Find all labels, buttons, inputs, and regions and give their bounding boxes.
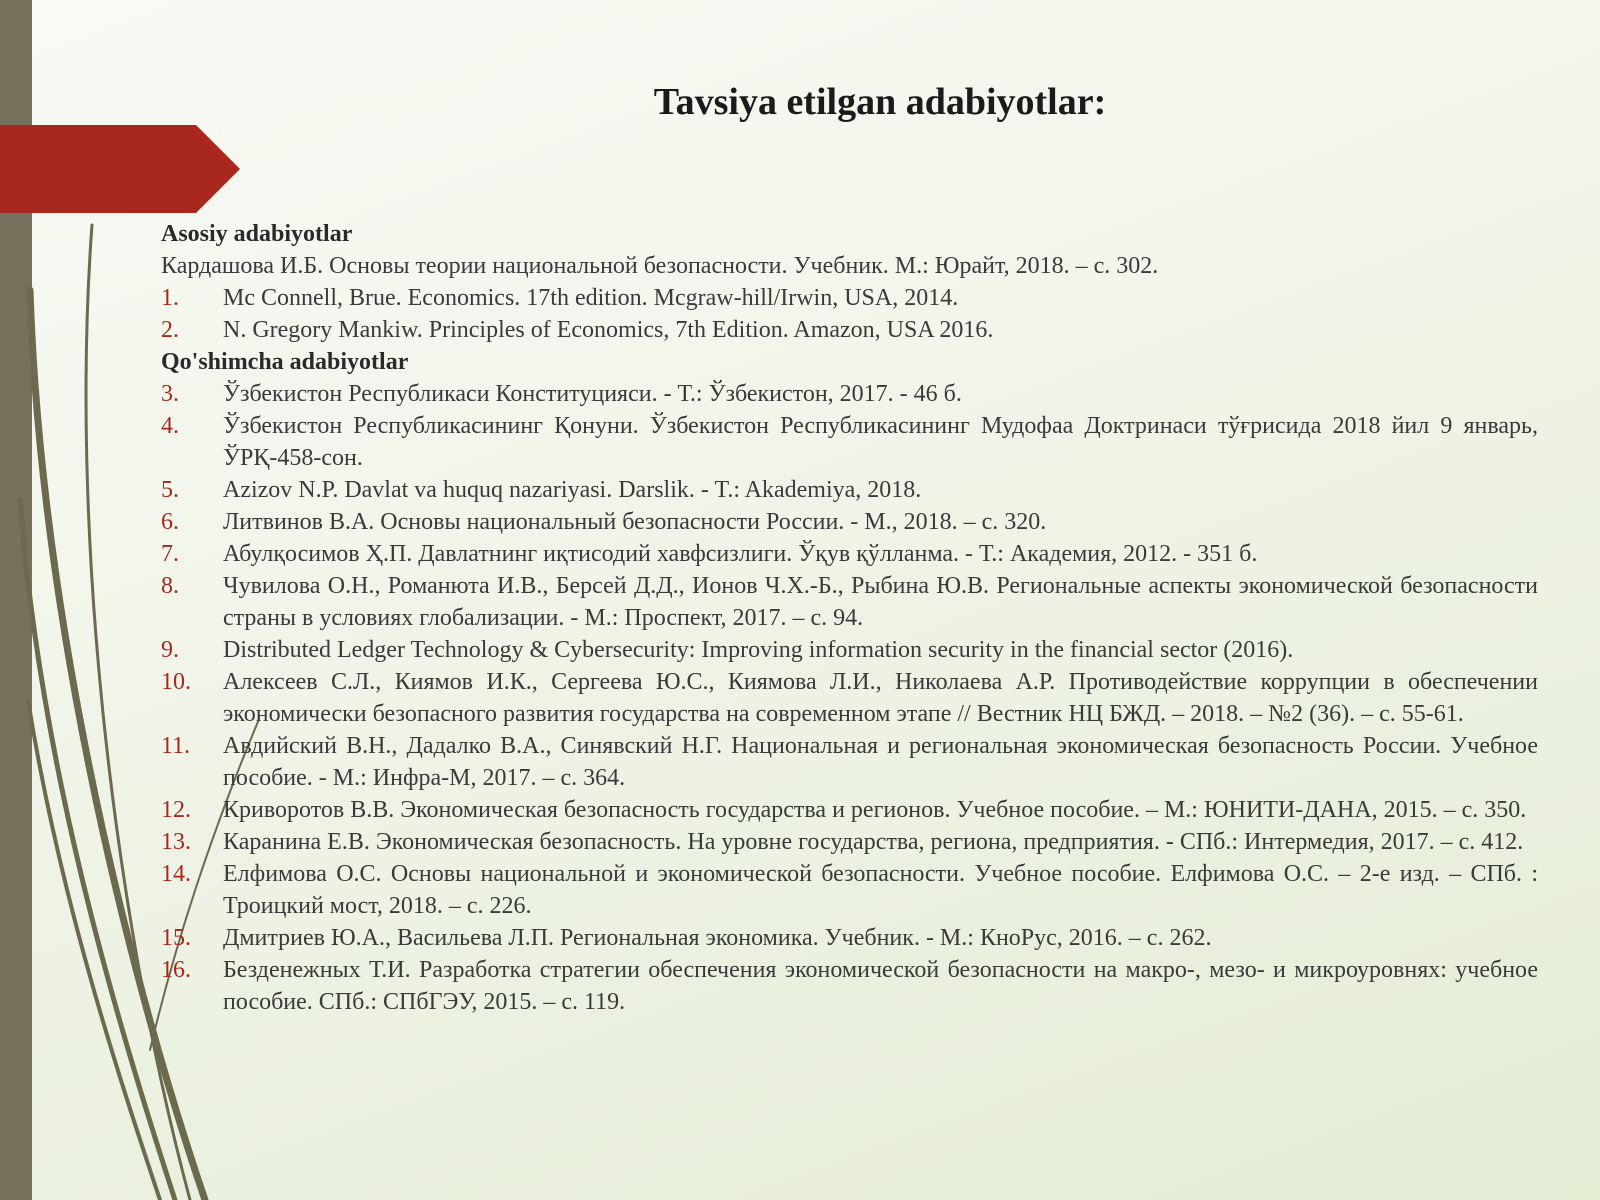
reference-item (161, 538, 1538, 570)
main-literature-heading: Asosiy adabiyotlar (161, 221, 353, 247)
reference-item (161, 858, 1538, 922)
reference-text: Литвинов В.А. Основы национальный безопасности России. - М., 2018. – с. 320. (223, 509, 1047, 535)
main-literature-list (161, 282, 1538, 346)
reference-number: 4. (161, 413, 179, 439)
red-arrow-tab (0, 125, 240, 213)
reference-item (161, 474, 1538, 506)
reference-number: 5. (161, 477, 179, 503)
reference-item (161, 954, 1538, 1018)
main-literature-intro: Кардашова И.Б. Основы теории национальной безопасности. Учебник. М.: Юрайт, 2018. – с. 302. (161, 253, 1159, 279)
reference-text: Дмитриев Ю.А., Васильева Л.П. Региональная экономика. Учебник. - М.: КноРус, 2016. – с. 262. (223, 925, 1212, 951)
reference-text: Каранина Е.В. Экономическая безопасность. На уровне государства, региона, предприятия. - СПб.: Интермедия, 2017. – с. 412. (223, 829, 1524, 855)
reference-text: Distributed Ledger Technology & Cybersecurity: Improving information security in the financial sector (2016). (223, 637, 1294, 663)
reference-number: 16. (161, 957, 191, 983)
reference-text: Абулқосимов Ҳ.П. Давлатнинг иқтисодий хавфсизлиги. Ўқув қўлланма. - Т.: Академия, 2012. - 351 б. (223, 541, 1258, 567)
reference-item (161, 922, 1538, 954)
reference-text: Елфимова О.С. Основы национальной и экономической безопасности. Учебное пособие. Елфимова О.С. – 2-е изд. – СПб. : Троицкий мост, 2018. – с. 226. (223, 861, 1538, 919)
extra-literature-list (161, 378, 1538, 1018)
reference-text: N. Gregory Mankiw. Principles of Economics, 7th Edition. Amazon, USA 2016. (223, 317, 994, 343)
reference-item (161, 666, 1538, 730)
reference-item (161, 314, 1538, 346)
reference-number: 14. (161, 861, 191, 887)
reference-text: Алексеев С.Л., Киямов И.К., Сергеева Ю.С., Киямова Л.И., Николаева А.Р. Противодействие коррупции в обеспечении экономически безопасного развития государства на современном этапе // Вестник НЦ БЖД. – 2018. – №2 (36). – с. 55-61. (223, 669, 1538, 727)
reference-text: Ўзбекистон Республикасининг Қонуни. Ўзбекистон Республикасининг Мудофаа Доктринаси тўғрисида 2018 йил 9 январь, ЎРҚ-458-сон. (223, 413, 1538, 471)
reference-item (161, 826, 1538, 858)
reference-text: Mc Connell, Brue. Economics. 17th edition. Mcgraw-hill/Irwin, USA, 2014. (223, 285, 959, 311)
reference-text: Ўзбекистон Республикаси Конституцияси. - Т.: Ўзбекистон, 2017. - 46 б. (223, 381, 962, 407)
reference-number: 10. (161, 669, 191, 695)
reference-number: 12. (161, 797, 191, 823)
reference-item (161, 634, 1538, 666)
references-content (161, 218, 1538, 1018)
reference-item (161, 282, 1538, 314)
reference-number: 7. (161, 541, 179, 567)
reference-item (161, 570, 1538, 634)
reference-number: 11. (161, 733, 191, 759)
reference-text: Безденежных Т.И. Разработка стратегии обеспечения экономической безопасности на макро-, мезо- и микроуровнях: учебное пособие. СПб.: СПбГЭУ, 2015. – с. 119. (223, 957, 1538, 1015)
reference-item (161, 410, 1538, 474)
reference-number: 2. (161, 317, 179, 343)
extra-literature-heading: Qo'shimcha adabiyotlar (161, 349, 409, 375)
reference-number: 3. (161, 381, 179, 407)
reference-item (161, 378, 1538, 410)
reference-text: Авдийский В.Н., Дадалко В.А., Синявский Н.Г. Национальная и региональная экономическая безопасность России. Учебное пособие. - М.: Инфра-М, 2017. – с. 364. (223, 733, 1538, 791)
reference-item (161, 506, 1538, 538)
reference-number: 9. (161, 637, 179, 663)
reference-number: 6. (161, 509, 179, 535)
reference-item (161, 730, 1538, 794)
reference-number: 15. (161, 925, 191, 951)
reference-number: 8. (161, 573, 179, 599)
slide-title: Tavsiya etilgan adabiyotlar: (653, 81, 1107, 123)
reference-number: 13. (161, 829, 191, 855)
reference-text: Криворотов В.В. Экономическая безопасность государства и регионов. Учебное пособие. – М.: ЮНИТИ-ДАНА, 2015. – с. 350. (223, 797, 1527, 823)
reference-number: 1. (161, 285, 179, 311)
reference-text: Azizov N.P. Davlat va huquq nazariyasi. Darslik. - T.: Akademiya, 2018. (223, 477, 922, 503)
reference-item (161, 794, 1538, 826)
reference-text: Чувилова О.Н., Романюта И.В., Берсей Д.Д., Ионов Ч.Х.-Б., Рыбина Ю.В. Региональные аспекты экономической безопасности страны в условиях глобализации. - М.: Проспект, 2017. – с. 94. (223, 573, 1538, 631)
